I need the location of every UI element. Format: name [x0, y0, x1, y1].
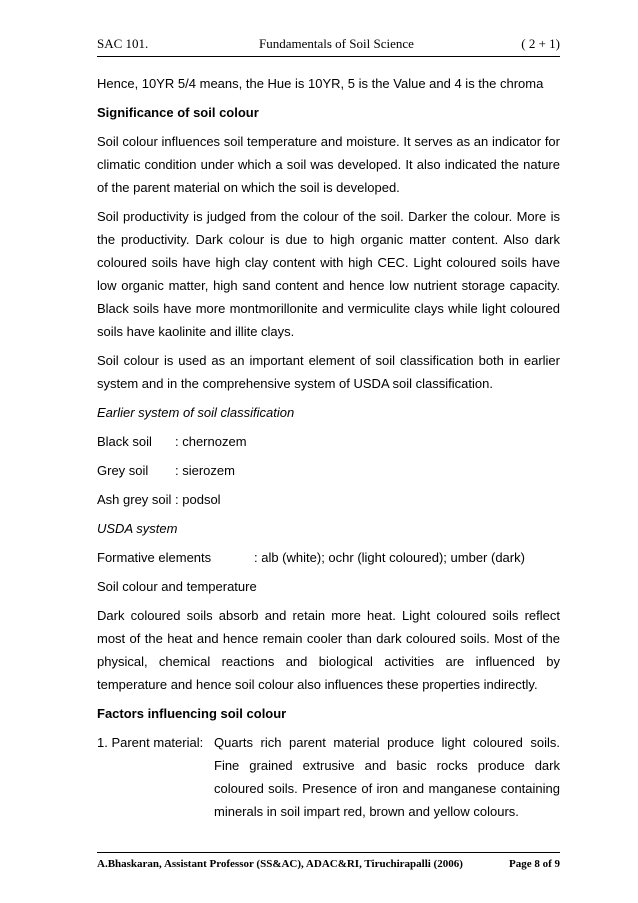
paragraph-2: Soil productivity is judged from the colour of the soil. Darker the colour. More is the productivity. Dark colour is due to high organic matter content. Also dark coloured soils have high clay content with high CEC. Light coloured soils have low organic matter, high sand content and hence low nutrient storage capacity. Black soils have more montmorillonite and vermiculite clays while light coloured soils have kaolinite and illite clays. — [97, 209, 560, 339]
ash-grey-soil-line: Ash grey soil : podsol — [97, 492, 221, 507]
paragraph-4: Dark coloured soils absorb and retain more heat. Light coloured soils reflect most of the heat and hence remain cooler than dark coloured soils. Most of the physical, chemical reactions and biological activities are influenced by temperature and hence soil colour also influences these properties indirectly. — [97, 608, 560, 692]
grey-soil-value: : sierozem — [175, 463, 235, 478]
course-code: SAC 101. — [97, 36, 149, 51]
formative-elements-label: Formative elements — [97, 550, 212, 565]
factor-parent-material — [97, 731, 560, 823]
paragraph-1: Soil colour influences soil temperature and moisture. It serves as an indicator for climatic condition under which a soil was developed. It also indicated the nature of the parent material on which the soil is developed. — [97, 134, 560, 195]
black-soil-row — [97, 430, 560, 453]
factor-1-text: Quarts rich parent material produce light coloured soils. Fine grained extrusive and basic rocks produce dark coloured soils. Presence of iron and manganese containing minerals in soil impart red, brown and yellow colours. — [214, 735, 560, 819]
grey-soil-label: Grey soil — [97, 463, 149, 478]
black-soil-value: : chernozem — [175, 434, 247, 449]
paragraph-3: Soil colour is used as an important element of soil classification both in earlier system and in the comprehensive system of USDA soil classification. — [97, 353, 560, 391]
course-title: Fundamentals of Soil Science — [259, 36, 414, 51]
earlier-system-heading: Earlier system of soil classification — [97, 405, 295, 420]
usda-system-heading: USDA system — [97, 521, 178, 536]
page-body — [97, 72, 560, 829]
grey-soil-row — [97, 459, 560, 482]
formative-elements-row — [97, 546, 560, 569]
page-number: Page 8 of 9 — [508, 858, 560, 870]
heading-significance: Significance of soil colour — [97, 105, 259, 120]
heading-factors: Factors influencing soil colour — [97, 706, 287, 721]
page-footer — [97, 852, 560, 874]
black-soil-label: Black soil — [97, 434, 152, 449]
formative-elements-value: : alb (white); ochr (light coloured); umber (dark) — [254, 550, 525, 565]
author-credit: A.Bhaskaran, Assistant Professor (SS&AC), ADAC&RI, Tiruchirapalli (2006) — [97, 858, 463, 870]
factor-1-label: 1. Parent material: — [97, 735, 204, 750]
intro-line: Hence, 10YR 5/4 means, the Hue is 10YR, 5 is the Value and 4 is the chroma — [97, 76, 544, 91]
page-header — [97, 36, 560, 57]
temperature-heading: Soil colour and temperature — [97, 579, 257, 594]
credit-hours: ( 2 + 1) — [521, 36, 560, 51]
